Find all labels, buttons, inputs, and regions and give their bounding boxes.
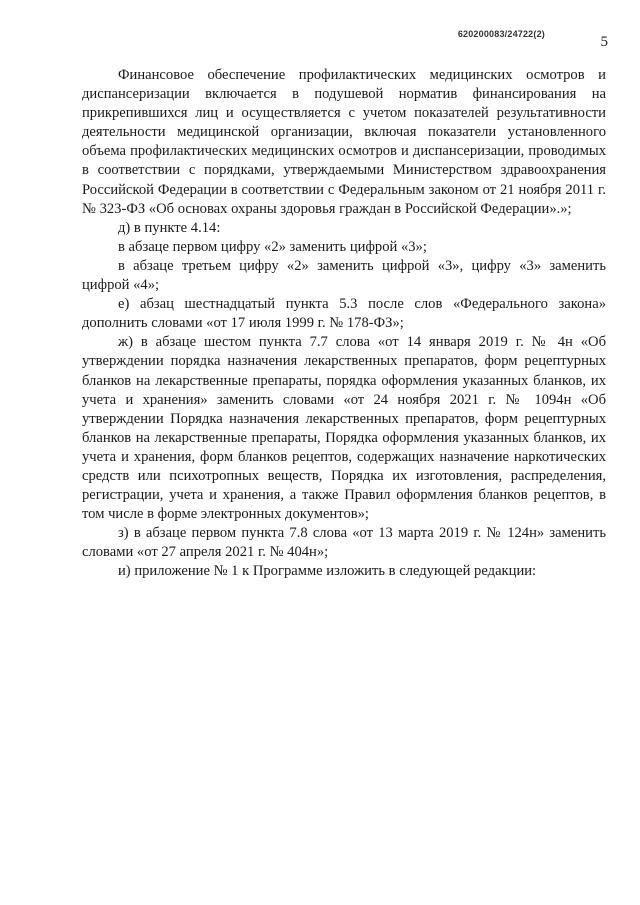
paragraph-e: е) абзац шестнадцатый пункта 5.3 после слов «Федерального закона» дополнить словами «от 17 июля 1999 г. № 178-ФЗ»; — [82, 296, 606, 332]
paragraph-financing: Финансовое обеспечение профилактических медицинских осмотров и диспансеризации включается в подушевой норматив финансирования на прикрепившихся лиц и осуществляется с учетом показателей результативности деятельности медицинской организации, включая показатели установленного объема профилактических медицинских осмотров и диспансеризации, проводимых в соответствии с порядками, утверждаемыми Министерством здравоохранения Российской Федерации в соответствии с Федеральным законом от 21 ноября 2011 г. № 323-ФЗ «Об основах охраны здоровья граждан в Российской Федерации».»; — [82, 67, 606, 217]
document-body — [82, 66, 606, 582]
paragraph-d-third: в абзаце третьем цифру «2» заменить цифрой «3», цифру «3» заменить цифрой «4»; — [82, 257, 606, 294]
page-number: 5 — [600, 34, 608, 50]
paragraph-zh: ж) в абзаце шестом пункта 7.7 слова «от 14 января 2019 г. № 4н «Об утверждении порядка назначения лекарственных препаратов, форм рецептурных бланков на лекарственные препараты, порядка оформления указанных бланков, их учета и хранения» заменить словами «от 24 ноября 2021 г. № 1094н «Об утверждении Порядка назначения лекарственных препаратов, форм рецептурных бланков на лекарственные препараты, Порядка оформления указанных бланков, их учета и хранения, форм бланков рецептов, содержащих назначение наркотических средств или психотропных веществ, Порядка их изготовления, распределения, регистрации, учета и хранения, а также Правил оформления бланков рецептов, в том числе в форме электронных документов»; — [82, 334, 606, 523]
paragraph-z: з) в абзаце первом пункта 7.8 слова «от 13 марта 2019 г. № 124н» заменить словами «от 27 апреля 2021 г. № 404н»; — [82, 525, 606, 561]
paragraph-i: и) приложение № 1 к Программе изложить в следующей редакции: — [118, 563, 537, 580]
document-id: 620200083/24722(2) — [457, 29, 545, 39]
paragraph-d-first: в абзаце первом цифру «2» заменить цифрой «3»; — [118, 238, 427, 255]
paragraph-d: д) в пункте 4.14: — [118, 219, 221, 236]
